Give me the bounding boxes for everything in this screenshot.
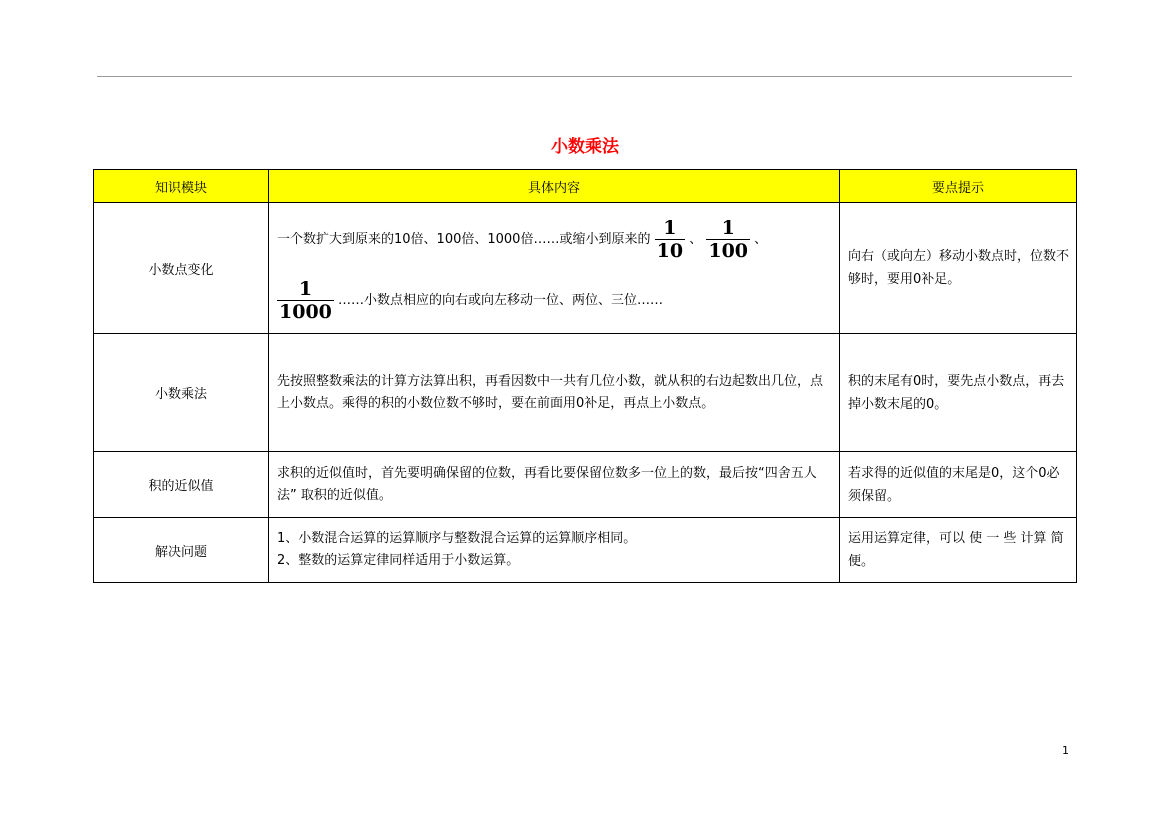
tip-cell: 积的末尾有0时，要先点小数点，再去掉小数末尾的0。	[840, 334, 1077, 452]
knowledge-table	[93, 169, 1077, 583]
table-row	[94, 452, 1077, 518]
content-cell: 求积的近似值时，首先要明确保留的位数，再看比要保留位数多一位上的数，最后按“四舍五人法” 取积的近似值。	[269, 452, 840, 518]
fraction-1-1000	[277, 278, 334, 323]
separator: 、	[689, 232, 703, 247]
fraction-1-100	[706, 217, 750, 262]
tip-cell: 运用运算定律，可以 使 一 些 计算 简便。	[840, 518, 1077, 583]
table-row	[94, 203, 1077, 334]
table-row	[94, 334, 1077, 452]
tip-cell: 向右（或向左）移动小数点时，位数不够时，要用0补足。	[840, 203, 1077, 334]
header-rule	[97, 76, 1072, 77]
content-cell	[269, 518, 840, 583]
fraction-denominator: 1000	[279, 301, 332, 323]
fraction-denominator: 100	[708, 240, 749, 262]
content-line: 2、整数的运算定律同样适用于小数运算。	[277, 553, 520, 568]
fraction-numerator: 1	[298, 278, 313, 300]
table-row	[94, 518, 1077, 583]
page-title: 小数乘法	[551, 137, 619, 157]
content-cell	[269, 203, 840, 334]
table-header-row	[94, 170, 1077, 203]
tip-cell: 若求得的近似值的末尾是0，这个0必须保留。	[840, 452, 1077, 518]
separator: 、	[754, 232, 768, 247]
content-text: ……小数点相应的向右或向左移动一位、两位、三位……	[338, 293, 664, 308]
content-line	[277, 278, 833, 323]
content-cell: 先按照整数乘法的计算方法算出积，再看因数中一共有几位小数，就从积的右边起数出几位，点上小数点。乘得的积的小数位数不够时，要在前面用0补足，再点上小数点。	[269, 334, 840, 452]
fraction-numerator: 1	[721, 217, 735, 239]
header-tip: 要点提示	[840, 170, 1077, 203]
module-cell: 小数点变化	[94, 203, 269, 334]
content-line	[277, 217, 833, 262]
content-text: 一个数扩大到原来的10倍、100倍、1000倍……或缩小到原来的	[277, 232, 651, 247]
module-cell: 小数乘法	[94, 334, 269, 452]
content-line: 1、小数混合运算的运算顺序与整数混合运算的运算顺序相同。	[277, 531, 637, 546]
page-number: 1	[1062, 744, 1069, 757]
module-cell: 积的近似值	[94, 452, 269, 518]
fraction-denominator: 10	[656, 240, 684, 262]
fraction-1-10	[655, 217, 685, 262]
module-cell: 解决问题	[94, 518, 269, 583]
header-content: 具体内容	[269, 170, 840, 203]
fraction-numerator: 1	[663, 217, 677, 239]
header-module: 知识模块	[94, 170, 269, 203]
